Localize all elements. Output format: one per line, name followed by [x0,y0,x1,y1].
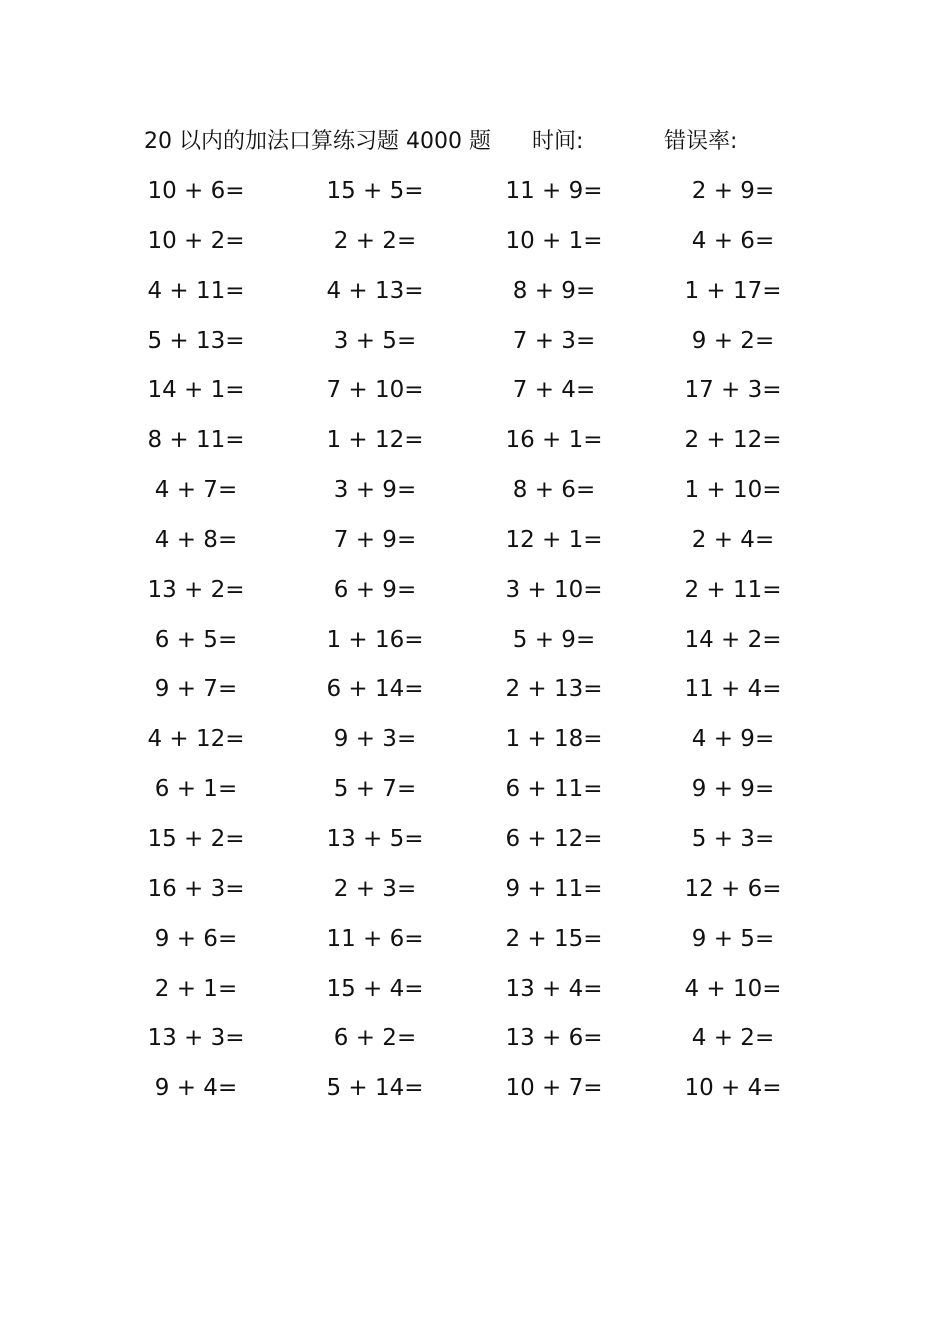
problem-row [0,670,950,720]
addition-problem: 10 + 6= [147,178,245,204]
addition-problem: 6 + 11= [505,776,603,803]
addition-problem: 13 + 2= [147,576,245,603]
addition-problem: 6 + 2= [333,1025,417,1052]
addition-problem: 8 + 6= [512,477,596,504]
addition-problem: 11 + 4= [684,676,782,703]
addition-problem: 2 + 4= [691,526,775,553]
problem-row [0,272,950,322]
page-title: 20 以内的加法口算练习题 4000 题 [144,129,491,154]
addition-problem: 1 + 18= [505,726,603,753]
addition-problem: 4 + 13= [326,277,424,304]
problem-row [0,621,950,671]
addition-problem: 2 + 9= [691,178,775,204]
problem-row [0,322,950,372]
addition-problem: 17 + 3= [684,377,782,404]
problem-row [0,172,950,222]
addition-problem: 15 + 5= [326,178,424,204]
addition-problem: 9 + 11= [505,875,603,902]
addition-problem: 8 + 11= [147,427,245,454]
addition-problem: 15 + 4= [326,975,424,1002]
addition-problem: 5 + 7= [333,776,417,803]
addition-problem: 9 + 4= [154,1075,238,1102]
addition-problem: 6 + 9= [333,576,417,603]
problem-row [0,521,950,571]
addition-problem: 7 + 9= [333,526,417,553]
addition-problem: 7 + 10= [326,377,424,404]
addition-problem: 13 + 6= [505,1025,603,1052]
addition-problem: 10 + 2= [147,227,245,254]
addition-problem: 9 + 2= [691,327,775,354]
addition-problem: 5 + 3= [691,825,775,852]
addition-problem: 13 + 4= [505,975,603,1002]
addition-problem: 1 + 17= [684,277,782,304]
addition-problem: 11 + 9= [505,178,603,204]
error-rate-label: 错误率: [664,129,738,154]
addition-problem: 9 + 5= [691,925,775,952]
addition-problem: 3 + 5= [333,327,417,354]
problem-grid [0,172,950,1119]
addition-problem: 1 + 10= [684,477,782,504]
addition-problem: 16 + 3= [147,875,245,902]
problem-row [0,770,950,820]
addition-problem: 4 + 2= [691,1025,775,1052]
addition-problem: 14 + 2= [684,626,782,653]
addition-problem: 4 + 8= [154,526,238,553]
addition-problem: 4 + 7= [154,477,238,504]
addition-problem: 2 + 13= [505,676,603,703]
addition-problem: 10 + 1= [505,227,603,254]
addition-problem: 5 + 9= [512,626,596,653]
addition-problem: 7 + 4= [512,377,596,404]
addition-problem: 6 + 14= [326,676,424,703]
addition-problem: 14 + 1= [147,377,245,404]
addition-problem: 6 + 12= [505,825,603,852]
addition-problem: 2 + 2= [333,227,417,254]
addition-problem: 13 + 3= [147,1025,245,1052]
problem-row [0,1069,950,1119]
problem-row [0,471,950,521]
addition-problem: 3 + 9= [333,477,417,504]
addition-problem: 3 + 10= [505,576,603,603]
addition-problem: 7 + 3= [512,327,596,354]
addition-problem: 12 + 6= [684,875,782,902]
addition-problem: 1 + 12= [326,427,424,454]
problem-row [0,571,950,621]
addition-problem: 4 + 10= [684,975,782,1002]
addition-problem: 4 + 6= [691,227,775,254]
addition-problem: 10 + 7= [505,1075,603,1102]
problem-row [0,371,950,421]
addition-problem: 2 + 15= [505,925,603,952]
addition-problem: 2 + 11= [684,576,782,603]
addition-problem: 8 + 9= [512,277,596,304]
addition-problem: 6 + 1= [154,776,238,803]
addition-problem: 2 + 1= [154,975,238,1002]
problem-row [0,920,950,970]
addition-problem: 11 + 6= [326,925,424,952]
addition-problem: 15 + 2= [147,825,245,852]
problem-row [0,820,950,870]
addition-problem: 9 + 3= [333,726,417,753]
addition-problem: 9 + 7= [154,676,238,703]
addition-problem: 4 + 11= [147,277,245,304]
addition-problem: 5 + 14= [326,1075,424,1102]
addition-problem: 13 + 5= [326,825,424,852]
problem-row [0,222,950,272]
problem-row [0,421,950,471]
addition-problem: 10 + 4= [684,1075,782,1102]
addition-problem: 4 + 12= [147,726,245,753]
addition-problem: 16 + 1= [505,427,603,454]
addition-problem: 2 + 12= [684,427,782,454]
worksheet-header [0,126,950,158]
time-label: 时间: [532,129,584,154]
addition-problem: 9 + 9= [691,776,775,803]
problem-row [0,870,950,920]
addition-problem: 5 + 13= [147,327,245,354]
problem-row [0,720,950,770]
addition-problem: 9 + 6= [154,925,238,952]
problem-row [0,970,950,1020]
addition-problem: 6 + 5= [154,626,238,653]
problem-row [0,1019,950,1069]
addition-problem: 1 + 16= [326,626,424,653]
addition-problem: 4 + 9= [691,726,775,753]
addition-problem: 2 + 3= [333,875,417,902]
addition-problem: 12 + 1= [505,526,603,553]
